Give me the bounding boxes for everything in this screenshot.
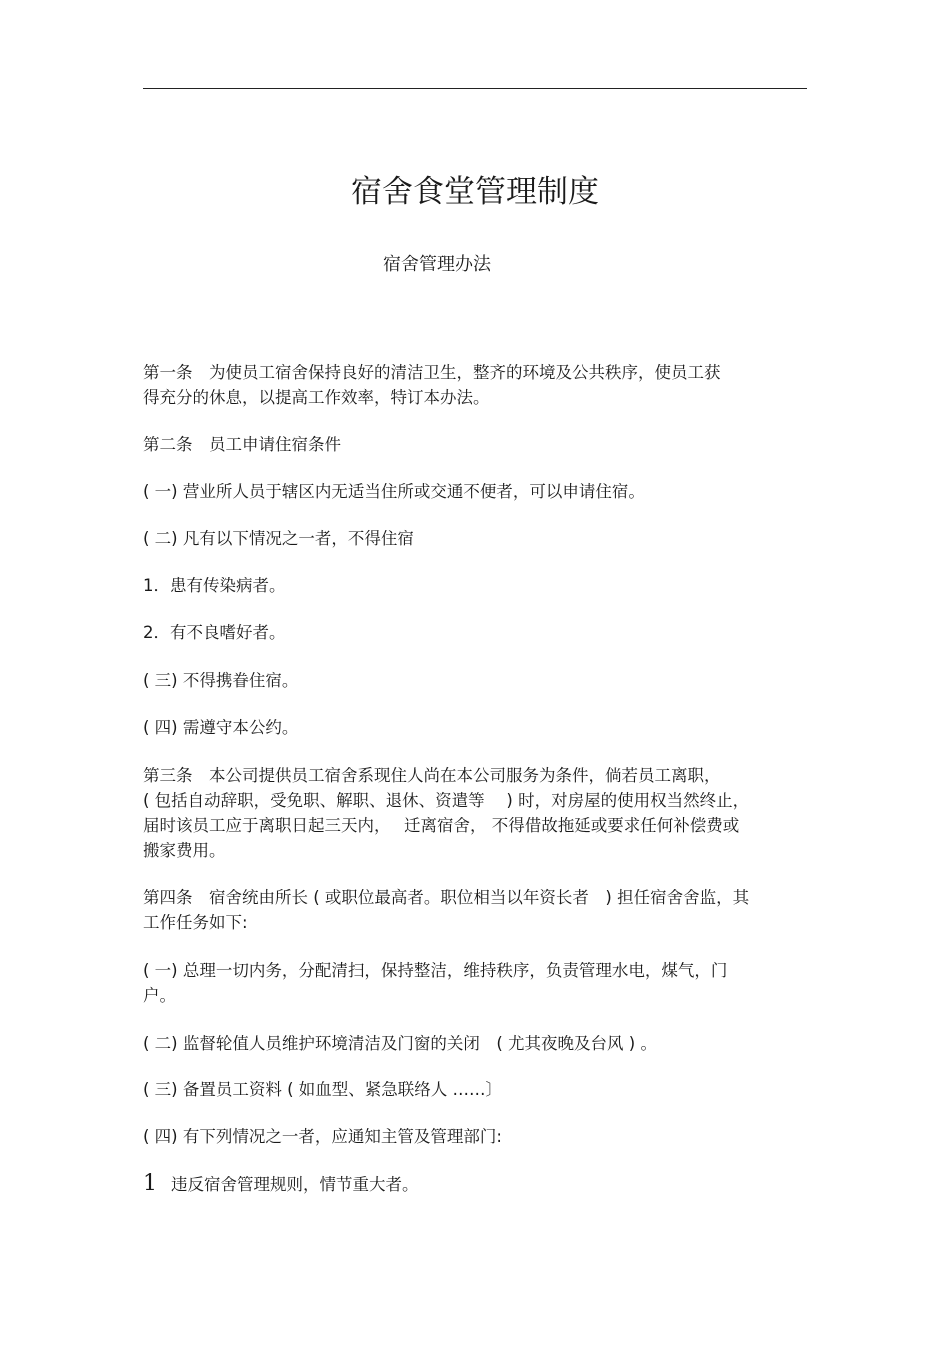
paragraph <box>143 526 807 551</box>
paragraph <box>143 1031 807 1056</box>
list-item-text: 违反宿舍管理规则，情节重大者。 <box>171 1175 419 1194</box>
document-subtitle: 宿舍管理办法 <box>383 254 491 275</box>
paragraph-line: ( 一) 营业所人员于辖区内无适当住所或交通不便者，可以申请住宿。 <box>143 482 645 501</box>
paragraph <box>143 763 807 863</box>
paragraph <box>143 885 807 935</box>
list-item <box>143 1171 419 1198</box>
paragraph-line: 第三条 本公司提供员工宿舍系现住人尚在本公司服务为条件，倘若员工离职， <box>143 766 721 785</box>
paragraph <box>143 958 807 1008</box>
paragraph <box>143 573 807 598</box>
paragraph-line: ( 包括自动辞职，受免职、解职、退休、资遣等 ) 时，对房屋的使用权当然终止， <box>143 791 750 810</box>
paragraph-line: 工作任务如下: <box>143 913 248 932</box>
paragraph <box>143 715 807 740</box>
paragraph-line: ( 四) 需遵守本公约。 <box>143 718 299 737</box>
paragraph-line: 2．有不良嗜好者。 <box>143 623 286 642</box>
header-rule <box>143 88 807 89</box>
paragraph-line: ( 三) 备置员工资料 ( 如血型、紧急联络人 ……〕 <box>143 1080 503 1099</box>
paragraph-line: ( 二) 监督轮值人员维护环境清洁及门窗的关闭 ( 尤其夜晚及台风 ) 。 <box>143 1034 657 1053</box>
list-item-number: 1 <box>143 1171 157 1196</box>
paragraph <box>143 668 807 693</box>
paragraph-line: 搬家费用。 <box>143 841 226 860</box>
paragraph-line: 得充分的休息，以提高工作效率，特订本办法。 <box>143 388 490 407</box>
paragraph-line: 第四条 宿舍统由所长 ( 或职位最高者。职位相当以年资长者 ) 担任宿舍舍监，其 <box>143 888 750 907</box>
paragraph <box>143 1077 807 1102</box>
paragraph-line: ( 四) 有下列情况之一者，应通知主管及管理部门: <box>143 1127 502 1146</box>
paragraph-line: ( 二) 凡有以下情况之一者，不得住宿 <box>143 529 414 548</box>
paragraph <box>143 360 807 410</box>
paragraph-line: 届时该员工应于离职日起三天内， 迁离宿舍， 不得借故拖延或要求任何补偿费或 <box>143 816 740 835</box>
paragraph-line: 第二条 员工申请住宿条件 <box>143 435 341 454</box>
paragraph-line: 户。 <box>143 986 176 1005</box>
paragraph-line: 第一条 为使员工宿舍保持良好的清洁卫生，整齐的环境及公共秩序，使员工获 <box>143 363 721 382</box>
paragraph <box>143 432 807 457</box>
paragraph <box>143 1124 807 1149</box>
paragraph-line: ( 三) 不得携眷住宿。 <box>143 671 299 690</box>
document-title: 宿舍食堂管理制度 <box>351 174 599 210</box>
paragraph <box>143 479 807 504</box>
paragraph-line: ( 一) 总理一切内务，分配清扫，保持整洁，维持秩序，负责管理水电，煤气，门 <box>143 961 728 980</box>
paragraph <box>143 620 807 645</box>
paragraph-line: 1．患有传染病者。 <box>143 576 286 595</box>
